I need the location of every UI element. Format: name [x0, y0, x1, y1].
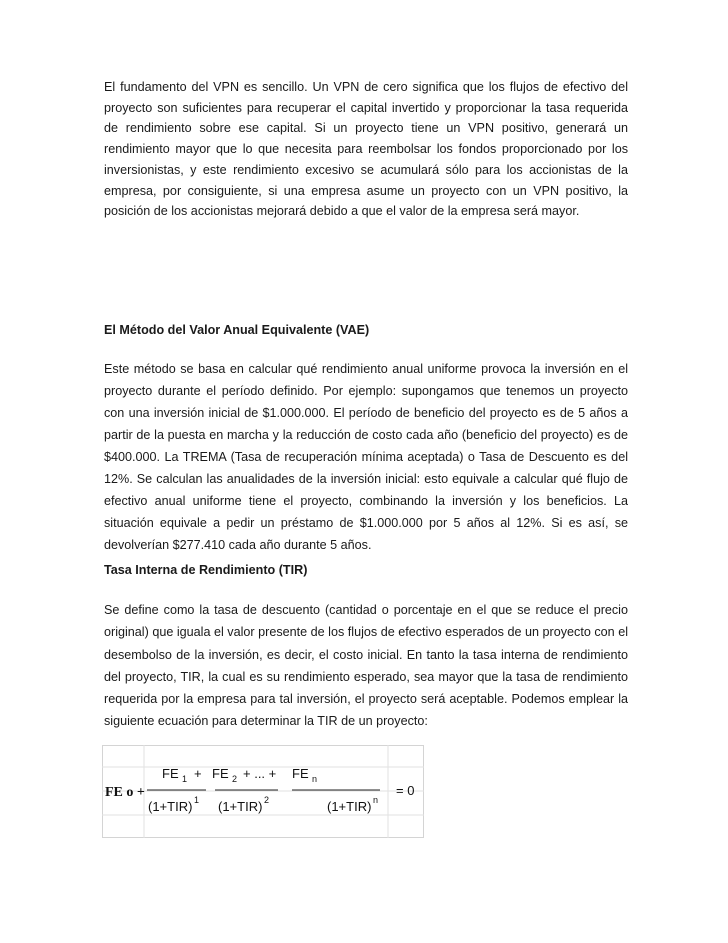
intro-paragraph: El fundamento del VPN es sencillo. Un VPN de cero significa que los flujos de efectivo del proyecto son suficientes para recuperar el capital invertido y proporcionar la tasa requerida de rendimiento sobre ese capital. Si un proyecto tiene un VPN positivo, generará un rendimiento mayor que lo que necesita para reembolsar los fondos proporcionado por los inversionistas, y este rendimiento excesivo se acumulará sólo para los accionistas de la empresa, por consiguiente, si una empresa asume un proyecto con un VPN positivo, la posición de los accionistas mejorará debido a que el valor de la empresa será mayor. — [104, 80, 628, 219]
vae-heading: El Método del Valor Anual Equivalente (VAE) — [104, 323, 370, 337]
vae-paragraph: Este método se basa en calcular qué rendimiento anual uniforme provoca la inversión en el proyecto durante el período definido. Por ejemplo: supongamos que tenemos un proyecto con una inversión inicial de $1.000.000. El período de beneficio del proyecto es de 5 años a partir de la puesta en marcha y la reducción de costo cada año (beneficio del proyecto) es de $400.000. La TREMA (Tasa de recuperación mínima aceptada) o Tasa de Descuento es del 12%. Se calculan las anualidades de la inversión inicial: esto equivale a calcular qué flujo de efectivo anual uniforme tiene el proyecto, combinando la inversión y los beneficios. La situación equivale a pedir un préstamo de $1.000.000 por 5 años al 12%. Si es así, se devolverían $277.410 cada año durante 5 años. — [104, 362, 628, 552]
formula-plus-dots: + ... + — [243, 766, 277, 781]
formula-exp2: 2 — [264, 795, 270, 805]
formula-num1: FE — [162, 766, 179, 781]
tir-heading: Tasa Interna de Rendimiento (TIR) — [104, 563, 308, 577]
formula-den1: (1+TIR) — [148, 799, 193, 814]
formula-den3: (1+TIR) — [327, 799, 372, 814]
tir-formula-image — [102, 745, 424, 838]
formula-exp1: 1 — [194, 795, 200, 805]
formula-num3: FE — [292, 766, 309, 781]
formula-sub3: n — [312, 774, 318, 784]
formula-sub2: 2 — [232, 774, 238, 784]
formula-lead: FE o + — [105, 785, 145, 800]
formula-rhs: = 0 — [396, 783, 415, 798]
formula-exp3: n — [373, 795, 379, 805]
tir-paragraph: Se define como la tasa de descuento (cantidad o porcentaje en el que se reduce el precio original) que iguala el valor presente de los flujos de efectivo esperados de un proyecto con el desembolso de la inversión, es decir, el costo inicial. En tanto la tasa interna de rendimiento del proyecto, TIR, la cual es su rendimiento esperado, sea mayor que la tasa de rendimiento requerida por la empresa para tal inversión, el proyecto será aceptable. Podemos emplear la siguiente ecuación para determinar la TIR de un proyecto: — [104, 603, 628, 729]
formula-sub1: 1 — [182, 774, 188, 784]
formula-den2: (1+TIR) — [218, 799, 263, 814]
formula-num2: FE — [212, 766, 229, 781]
formula-plus1: + — [194, 766, 202, 781]
